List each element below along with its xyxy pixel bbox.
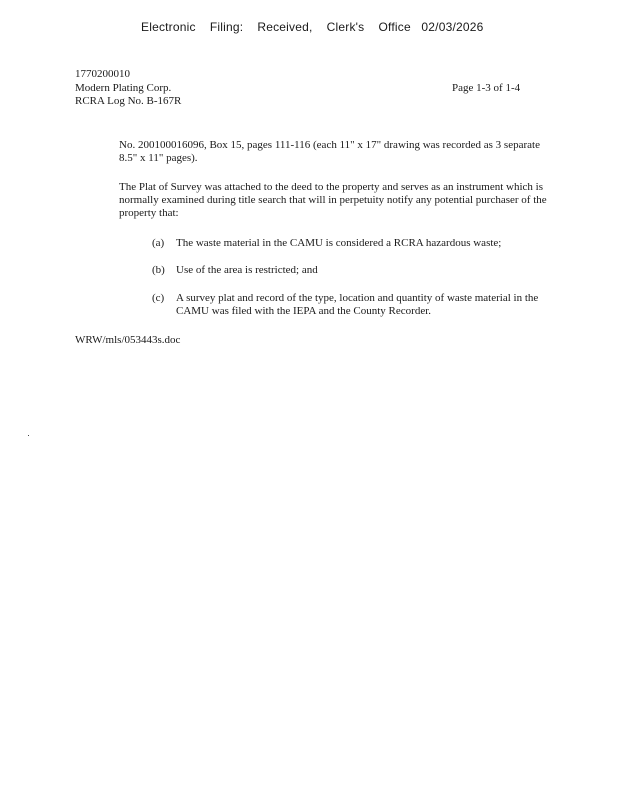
document-header [75,68,181,109]
list-marker: (c) [152,292,165,304]
scan-artifact [28,435,29,436]
list-item-text: Use of the area is restricted; and [176,264,318,276]
document-id: 1770200010 [75,68,130,80]
list-marker: (a) [152,237,165,249]
list-item-text: A survey plat and record of the type, location and quantity of waste material in the CAMU was filed with the IEPA and the County Recorder. [176,292,539,317]
paragraph-plat-survey: The Plat of Survey was attached to the deed to the property and serves as an instrument which is normally examined during title search that will in perpetuity notify any potential purchaser of the property that: [119,181,547,219]
list-item-text: The waste material in the CAMU is considered a RCRA hazardous waste; [176,237,502,249]
page-number: Page 1-3 of 1-4 [452,82,521,94]
document-reference: WRW/mls/053443s.doc [75,334,181,346]
log-number: RCRA Log No. B-167R [75,95,182,107]
paragraph-recording: No. 200100016096, Box 15, pages 111-116 (each 11" x 17" drawing was recorded as 3 separate 8.5" x 11" pages). [119,139,540,164]
electronic-filing-stamp: Electronic Filing: Received, Clerk's Office 02/03/2026 [141,20,484,34]
list-marker: (b) [152,264,165,276]
company-name: Modern Plating Corp. [75,81,172,94]
